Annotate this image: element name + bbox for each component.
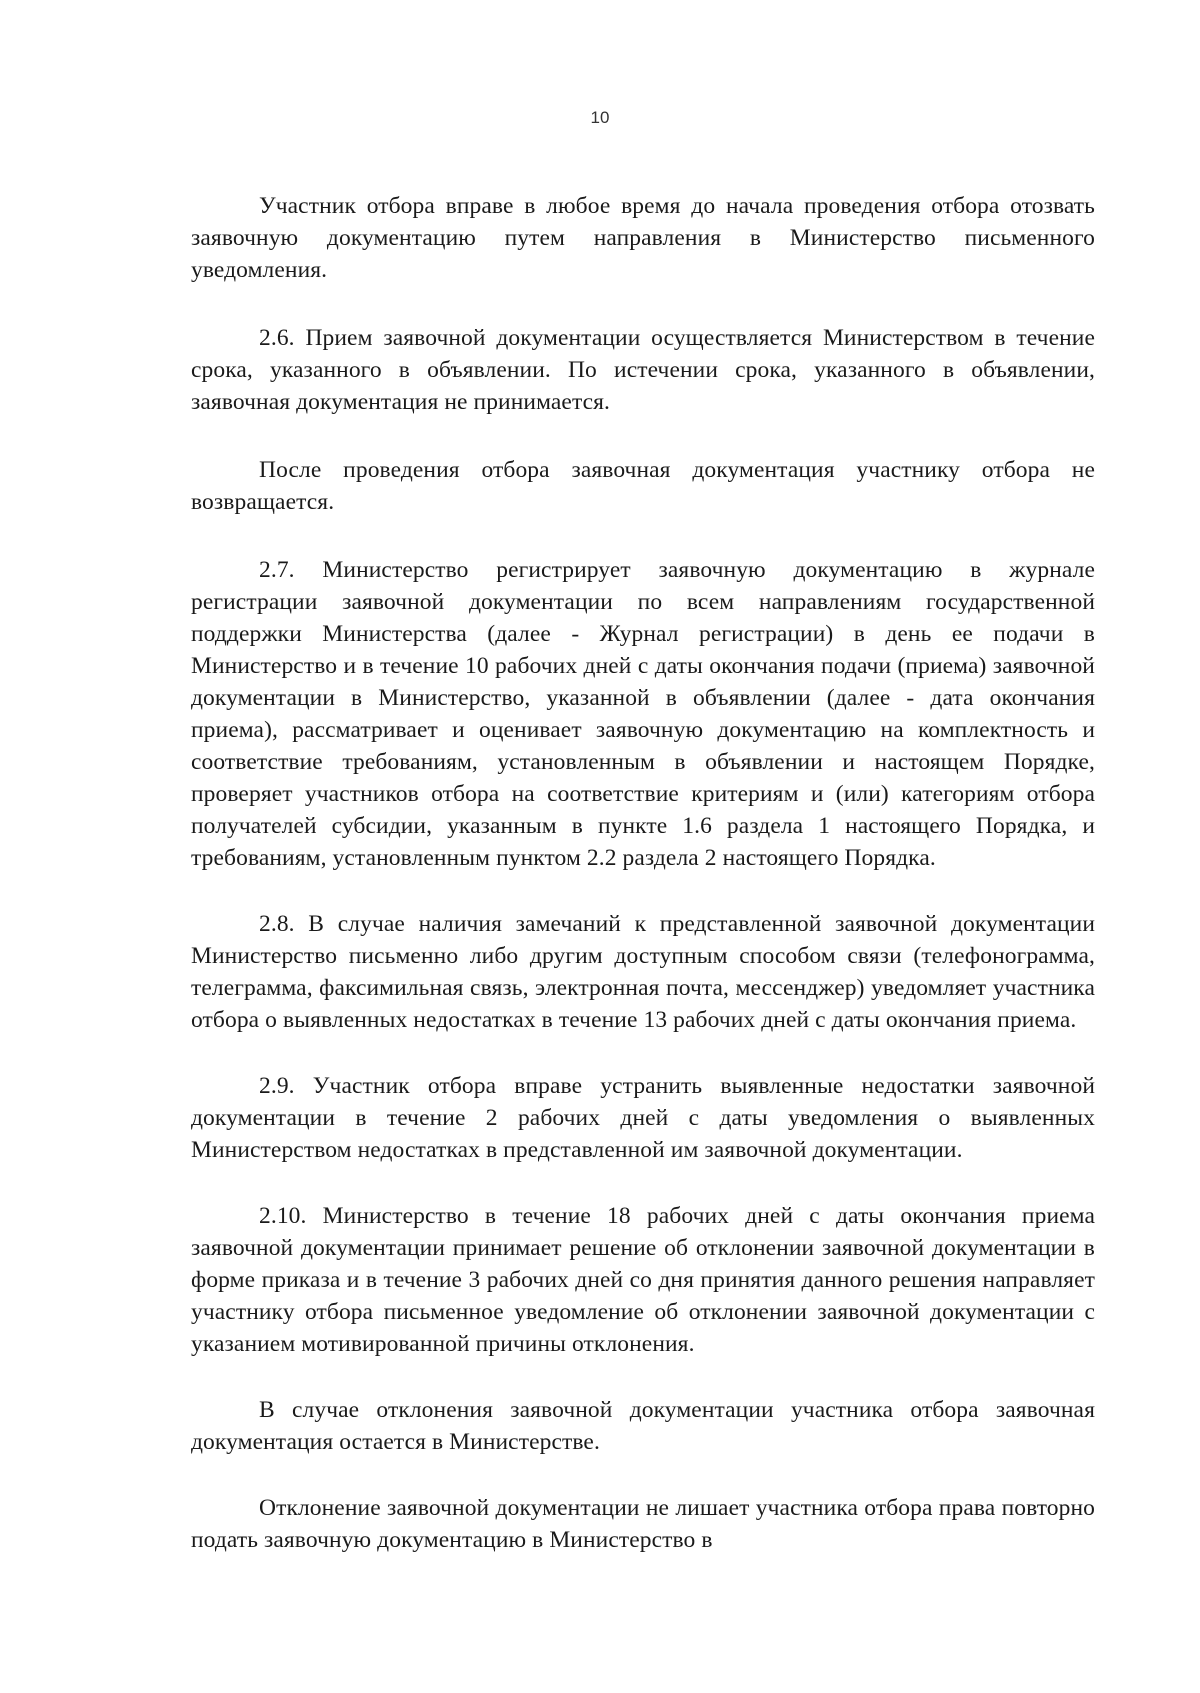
paragraph-rejection-remains: В случае отклонения заявочной документации участника отбора заявочная документация остается в Министерстве. xyxy=(191,1397,1095,1455)
paragraph-not-returned: После проведения отбора заявочная документация участнику отбора не возвращается. xyxy=(191,457,1095,515)
paragraph-resubmission: Отклонение заявочной документации не лишает участника отбора права повторно подать заявочную документацию в Министерство в xyxy=(191,1495,1095,1553)
paragraph-2-10: 2.10. Министерство в течение 18 рабочих дней с даты окончания приема заявочной документации принимает решение об отклонении заявочной документации в форме приказа и в течение 3 рабочих дней со дня принятия данного решения направляет участнику отбора письменное уведомление об отклонении заявочной документации с указанием мотивированной причины отклонения. xyxy=(191,1203,1095,1357)
paragraph-2-6: 2.6. Прием заявочной документации осуществляется Министерством в течение срока, указанного в объявлении. По истечении срока, указанного в объявлении, заявочная документация не принимается. xyxy=(191,325,1095,415)
paragraph-withdrawal: Участник отбора вправе в любое время до начала проведения отбора отозвать заявочную документацию путем направления в Министерство письменного уведомления. xyxy=(191,193,1095,283)
paragraph-2-9: 2.9. Участник отбора вправе устранить выявленные недостатки заявочной документации в течение 2 рабочих дней с даты уведомления о выявленных Министерством недостатках в представленной им заявочной документации. xyxy=(191,1073,1095,1163)
page-number: 10 xyxy=(590,108,610,127)
paragraph-2-8: 2.8. В случае наличия замечаний к представленной заявочной документации Министерство письменно либо другим доступным способом связи (телефонограмма, телеграмма, факсимильная связь, электронная почта, мессенджер) уведомляет участника отбора о выявленных недостатках в течение 13 рабочих дней с даты окончания приема. xyxy=(191,911,1095,1033)
paragraph-2-7: 2.7. Министерство регистрирует заявочную документацию в журнале регистрации заявочной документации по всем направлениям государственной поддержки Министерства (далее - Журнал регистрации) в день ее подачи в Министерство и в течение 10 рабочих дней с даты окончания подачи (приема) заявочной документации в Министерство, указанной в объявлении (далее - дата окончания приема), рассматривает и оценивает заявочную документацию на комплектность и соответствие требованиям, установленным в объявлении и настоящем Порядке, проверяет участников отбора на соответствие критериям и (или) категориям отбора получателей субсидии, указанным в пункте 1.6 раздела 1 настоящего Порядка, и требованиям, установленным пунктом 2.2 раздела 2 настоящего Порядка. xyxy=(191,557,1095,871)
document-body xyxy=(191,190,1095,1592)
